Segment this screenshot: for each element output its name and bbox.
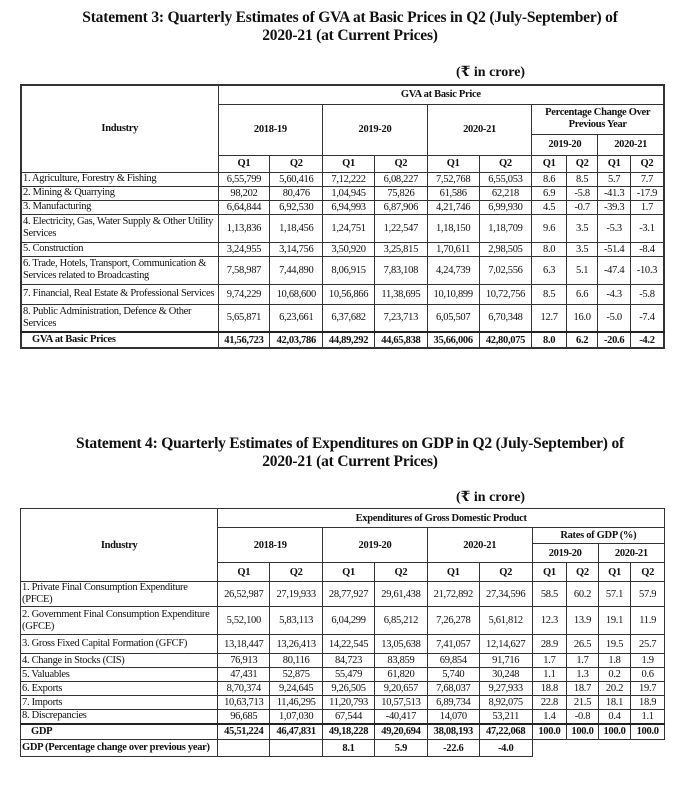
year-header: 2020-21 [427, 104, 532, 155]
table-cell: 7,23,713 [374, 304, 427, 332]
table-cell: -7.4 [630, 304, 664, 332]
table-cell: 11,38,695 [374, 284, 427, 304]
table-cell: 1.4 [532, 710, 567, 724]
table-cell: 1.8 [598, 654, 631, 668]
table-cell: -5.0 [598, 304, 631, 332]
table-cell: 13,26,413 [270, 635, 323, 654]
table-cell: 8.0 [532, 242, 567, 256]
statement4-title-line1: Statement 4: Quarterly Estimates of Expenditures on GDP in Q2 (July-September) of [76, 435, 624, 452]
quarter-header: Q2 [479, 563, 532, 582]
total-cell: 49,20,694 [374, 724, 427, 740]
table-cell: 1.9 [631, 654, 665, 668]
table-cell: 1,18,150 [427, 214, 479, 242]
table-cell: 3,25,815 [374, 242, 427, 256]
table-cell: -0.8 [567, 710, 599, 724]
table-cell: 27,34,596 [479, 582, 532, 607]
table-cell: 8,06,915 [323, 256, 375, 284]
pct-year-header: 2020-21 [598, 134, 664, 155]
table-cell: 5,740 [427, 668, 479, 682]
table-cell: 9,26,505 [323, 682, 375, 696]
table-cell: 1,13,836 [218, 214, 270, 242]
table-cell: 69,854 [427, 654, 479, 668]
quarter-header: Q1 [323, 155, 375, 172]
table-cell: 0.6 [631, 668, 665, 682]
row-label: 8. Discrepancies [21, 710, 218, 724]
total-cell: 49,18,228 [323, 724, 375, 740]
row-label: 6. Exports [21, 682, 218, 696]
row-label: 1. Agriculture, Forestry & Fishing [21, 172, 218, 186]
table-cell: 16.0 [566, 304, 597, 332]
table-cell: 1.3 [567, 668, 599, 682]
row-label: 5. Valuables [21, 668, 218, 682]
statement3-title [0, 9, 700, 45]
table-cell: 6.9 [532, 186, 567, 200]
table-row [21, 172, 664, 186]
table-cell: 10,68,600 [270, 284, 323, 304]
table-cell: 96,685 [218, 710, 270, 724]
statement4-table [20, 508, 665, 757]
total-cell: 47,22,068 [479, 724, 532, 740]
total-cell: 8.0 [532, 332, 567, 348]
pct-change-cell: 8.1 [323, 740, 375, 757]
table-row [21, 256, 664, 284]
quarter-header: Q1 [427, 155, 479, 172]
table-cell: -5.8 [630, 284, 664, 304]
table-cell: 1.1 [631, 710, 665, 724]
table-cell: 19.1 [598, 607, 631, 635]
table-cell: 7,41,057 [427, 635, 479, 654]
quarter-header: Q2 [566, 155, 597, 172]
pct-change-label: GDP (Percentage change over previous year) [21, 740, 218, 757]
empty-cell [598, 740, 631, 757]
table-cell: -17.9 [630, 186, 664, 200]
empty-cell [631, 740, 665, 757]
table-cell: 3.5 [566, 214, 597, 242]
table-cell: 18.7 [567, 682, 599, 696]
pct-group-header: Percentage Change Over Previous Year [532, 104, 664, 134]
table-cell: 53,211 [479, 710, 532, 724]
total-cell: 100.0 [567, 724, 599, 740]
table-cell: 3,24,955 [218, 242, 270, 256]
table-cell: 11,46,295 [270, 696, 323, 710]
table-cell: 7,26,278 [427, 607, 479, 635]
table-cell: 1,07,030 [270, 710, 323, 724]
table-cell: 1,18,709 [479, 214, 532, 242]
table-cell: 6,55,799 [218, 172, 270, 186]
table-cell: 9.6 [532, 214, 567, 242]
table-cell: 6,37,682 [323, 304, 375, 332]
table-cell: 1.1 [532, 668, 567, 682]
table-cell: 1,22,547 [374, 214, 427, 242]
table-cell: 6,64,844 [218, 200, 270, 214]
table-cell: -51.4 [598, 242, 631, 256]
table-cell: -5.8 [566, 186, 597, 200]
table-row [21, 682, 665, 696]
table-cell: 80,476 [270, 186, 323, 200]
table-cell: 8.6 [532, 172, 567, 186]
table-cell: 12.7 [532, 304, 567, 332]
table-cell: 7,02,556 [479, 256, 532, 284]
table-cell: 5.1 [566, 256, 597, 284]
table-cell: 47,431 [218, 668, 270, 682]
total-cell: 100.0 [598, 724, 631, 740]
statement3-title-line2: 2020-21 (at Current Prices) [262, 27, 438, 44]
row-label: 1. Private Final Consumption Expenditure (PFCE) [21, 582, 218, 607]
table-cell: 11,20,793 [323, 696, 375, 710]
table-cell: 6,08,227 [374, 172, 427, 186]
total-cell: 44,89,292 [323, 332, 375, 348]
table-cell: 1.7 [567, 654, 599, 668]
table-cell: 6,55,053 [479, 172, 532, 186]
year-header: 2019-20 [323, 104, 428, 155]
table-cell: 4.5 [532, 200, 567, 214]
table-cell: 5,61,812 [479, 607, 532, 635]
quarter-header: Q2 [374, 155, 427, 172]
statement4-unit: (₹ in crore) [456, 490, 526, 505]
table-cell: 7,58,987 [218, 256, 270, 284]
table-cell: 26,52,987 [218, 582, 270, 607]
table-cell: 6.6 [566, 284, 597, 304]
table-cell: 4,24,739 [427, 256, 479, 284]
table-cell: 14,22,545 [323, 635, 375, 654]
table-cell: 7,44,890 [270, 256, 323, 284]
table-cell: 1.7 [630, 200, 664, 214]
pct-year-header: 2019-20 [532, 544, 598, 563]
table-cell: -3.1 [630, 214, 664, 242]
quarter-header: Q2 [479, 155, 532, 172]
table-cell: 3.5 [566, 242, 597, 256]
table-cell: 13,05,638 [374, 635, 427, 654]
table-cell: 61,586 [427, 186, 479, 200]
empty-cell [532, 740, 567, 757]
table-cell: 61,820 [374, 668, 427, 682]
pct-change-cell: -4.0 [479, 740, 532, 757]
statement3-unit: (₹ in crore) [456, 65, 526, 80]
table-cell: 5,52,100 [218, 607, 270, 635]
table-cell: 10,63,713 [218, 696, 270, 710]
total-row [21, 724, 665, 740]
row-label: 8. Public Administration, Defence & Other Services [21, 304, 218, 332]
total-cell: 100.0 [631, 724, 665, 740]
total-cell: 44,65,838 [374, 332, 427, 348]
table-cell: 5,60,416 [270, 172, 323, 186]
table-row [21, 654, 665, 668]
table-cell: 8.5 [566, 172, 597, 186]
table-cell: 9,74,229 [218, 284, 270, 304]
table-cell: 12,14,627 [479, 635, 532, 654]
pct-change-cell: 5.9 [374, 740, 427, 757]
table-cell: 11.9 [631, 607, 665, 635]
empty-cell [567, 740, 599, 757]
table-cell: 76,913 [218, 654, 270, 668]
row-label: 2. Government Final Consumption Expenditure (GFCE) [21, 607, 218, 635]
row-label: 2. Mining & Quarrying [21, 186, 218, 200]
group-header: Expenditures of Gross Domestic Product [218, 509, 665, 528]
table-cell: 6.3 [532, 256, 567, 284]
total-cell: -20.6 [598, 332, 631, 348]
table-cell: 7,83,108 [374, 256, 427, 284]
table-cell: -8.4 [630, 242, 664, 256]
table-cell: 98,202 [218, 186, 270, 200]
table-row [21, 304, 664, 332]
year-header: 2018-19 [218, 528, 323, 563]
quarter-header: Q2 [630, 155, 664, 172]
table-cell: 18.1 [598, 696, 631, 710]
table-cell: 21.5 [567, 696, 599, 710]
table-cell: -0.7 [566, 200, 597, 214]
table-cell: 1,70,611 [427, 242, 479, 256]
table-cell: 10,72,756 [479, 284, 532, 304]
table-cell: 57.1 [598, 582, 631, 607]
quarter-header: Q1 [323, 563, 375, 582]
quarter-header: Q2 [374, 563, 427, 582]
pct-group-header: Rates of GDP (%) [532, 528, 664, 544]
table-cell: 75,826 [374, 186, 427, 200]
table-cell: 6,04,299 [323, 607, 375, 635]
quarter-header: Q1 [598, 563, 631, 582]
table-cell: 13,18,447 [218, 635, 270, 654]
table-cell: 19.7 [631, 682, 665, 696]
table-cell: 8,92,075 [479, 696, 532, 710]
quarter-header: Q1 [427, 563, 479, 582]
total-cell: 6.2 [566, 332, 597, 348]
pct-change-cell: -22.6 [427, 740, 479, 757]
table-cell: 18.8 [532, 682, 567, 696]
table-cell: 3,50,920 [323, 242, 375, 256]
table-cell: 27,19,933 [270, 582, 323, 607]
table-cell: 58.5 [532, 582, 567, 607]
table-row [21, 635, 665, 654]
total-label: GVA at Basic Prices [21, 332, 218, 348]
table-cell: 5,65,871 [218, 304, 270, 332]
table-cell: 10,10,899 [427, 284, 479, 304]
table-cell: 7,68,037 [427, 682, 479, 696]
table-cell: 60.2 [567, 582, 599, 607]
row-label: 3. Manufacturing [21, 200, 218, 214]
row-label: 4. Change in Stocks (CIS) [21, 654, 218, 668]
table-row [21, 242, 664, 256]
table-row [21, 607, 665, 635]
table-cell: 6,23,661 [270, 304, 323, 332]
table-cell: 6,70,348 [479, 304, 532, 332]
table-row [21, 214, 664, 242]
table-cell: 28.9 [532, 635, 567, 654]
pct-year-header: 2019-20 [532, 134, 598, 155]
quarter-header: Q1 [218, 155, 270, 172]
table-cell: 67,544 [323, 710, 375, 724]
table-cell: 1.7 [532, 654, 567, 668]
total-cell: 45,51,224 [218, 724, 270, 740]
table-cell: 7,12,222 [323, 172, 375, 186]
table-cell: -47.4 [598, 256, 631, 284]
total-cell: 46,47,831 [270, 724, 323, 740]
pct-year-header: 2020-21 [598, 544, 664, 563]
industry-header: Industry [21, 85, 218, 172]
total-row [21, 332, 664, 348]
gdp-pct-change-row [21, 740, 665, 757]
quarter-header: Q2 [270, 155, 323, 172]
table-row [21, 710, 665, 724]
table-cell: 6,94,993 [323, 200, 375, 214]
table-cell: 52,875 [270, 668, 323, 682]
statement4-title [0, 435, 700, 471]
table-cell: 9,24,645 [270, 682, 323, 696]
quarter-header: Q2 [567, 563, 599, 582]
table-row [21, 284, 664, 304]
table-cell: 21,72,892 [427, 582, 479, 607]
table-cell: 22.8 [532, 696, 567, 710]
quarter-header: Q1 [598, 155, 631, 172]
total-cell: 38,08,193 [427, 724, 479, 740]
table-row [21, 186, 664, 200]
table-cell: 83,859 [374, 654, 427, 668]
industry-header: Industry [21, 509, 218, 582]
total-cell: 42,03,786 [270, 332, 323, 348]
quarter-header: Q1 [532, 155, 567, 172]
table-cell: 0.2 [598, 668, 631, 682]
year-header: 2018-19 [218, 104, 323, 155]
table-cell: 29,61,438 [374, 582, 427, 607]
row-label: 7. Financial, Real Estate & Professional Services [21, 284, 218, 304]
table-cell: -4.3 [598, 284, 631, 304]
quarter-header: Q1 [532, 563, 567, 582]
table-row [21, 200, 664, 214]
table-cell: -39.3 [598, 200, 631, 214]
table-cell: 8.5 [532, 284, 567, 304]
row-label: 4. Electricity, Gas, Water Supply & Other Utility Services [21, 214, 218, 242]
table-cell: 57.9 [631, 582, 665, 607]
table-cell: 7.7 [630, 172, 664, 186]
table-cell: 10,57,513 [374, 696, 427, 710]
group-header: GVA at Basic Price [218, 85, 664, 104]
table-cell: 0.4 [598, 710, 631, 724]
row-label: 7. Imports [21, 696, 218, 710]
table-cell: 1,04,945 [323, 186, 375, 200]
total-cell: 41,56,723 [218, 332, 270, 348]
table-cell: 19.5 [598, 635, 631, 654]
table-cell: 55,479 [323, 668, 375, 682]
table-row [21, 582, 665, 607]
quarter-header: Q2 [270, 563, 323, 582]
table-cell: 62,218 [479, 186, 532, 200]
table-cell: 6,99,930 [479, 200, 532, 214]
table-cell: 1,18,456 [270, 214, 323, 242]
statement3-body [21, 172, 664, 348]
year-header: 2020-21 [427, 528, 532, 563]
table-cell: 80,116 [270, 654, 323, 668]
year-header: 2019-20 [323, 528, 428, 563]
total-cell: 42,80,075 [479, 332, 532, 348]
table-cell: 25.7 [631, 635, 665, 654]
table-cell: -5.3 [598, 214, 631, 242]
table-cell: 5,83,113 [270, 607, 323, 635]
table-cell: 6,87,906 [374, 200, 427, 214]
table-cell: 6,85,212 [374, 607, 427, 635]
table-cell: 28,77,927 [323, 582, 375, 607]
table-cell: -40,417 [374, 710, 427, 724]
table-cell: 30,248 [479, 668, 532, 682]
table-cell: 26.5 [567, 635, 599, 654]
table-row [21, 668, 665, 682]
table-cell: 13.9 [567, 607, 599, 635]
table-cell: -41.3 [598, 186, 631, 200]
table-cell: 12.3 [532, 607, 567, 635]
table-cell: 14,070 [427, 710, 479, 724]
total-cell: 35,66,006 [427, 332, 479, 348]
table-cell: 18.9 [631, 696, 665, 710]
table-cell: 8,70,374 [218, 682, 270, 696]
statement3-table [20, 84, 665, 349]
table-cell: 10,56,866 [323, 284, 375, 304]
table-cell: 5.7 [598, 172, 631, 186]
table-cell: 9,27,933 [479, 682, 532, 696]
table-cell: 7,52,768 [427, 172, 479, 186]
table-cell: 20.2 [598, 682, 631, 696]
table-cell: 6,92,530 [270, 200, 323, 214]
table-cell: 6,89,734 [427, 696, 479, 710]
total-cell: -4.2 [630, 332, 664, 348]
quarter-header: Q1 [218, 563, 270, 582]
table-cell: 9,20,657 [374, 682, 427, 696]
pct-change-cell [270, 740, 323, 757]
table-cell: 91,716 [479, 654, 532, 668]
table-cell: -10.3 [630, 256, 664, 284]
table-cell: 4,21,746 [427, 200, 479, 214]
table-cell: 2,98,505 [479, 242, 532, 256]
row-label: 3. Gross Fixed Capital Formation (GFCF) [21, 635, 218, 654]
quarter-header: Q2 [631, 563, 665, 582]
table-cell: 84,723 [323, 654, 375, 668]
table-cell: 6,05,507 [427, 304, 479, 332]
total-label: GDP [21, 724, 218, 740]
row-label: 6. Trade, Hotels, Transport, Communication & Services related to Broadcasting [21, 256, 218, 284]
row-label: 5. Construction [21, 242, 218, 256]
table-cell: 1,24,751 [323, 214, 375, 242]
total-cell: 100.0 [532, 724, 567, 740]
statement4-title-line2: 2020-21 (at Current Prices) [262, 453, 438, 470]
statement4-body [21, 582, 665, 757]
statement3-title-line1: Statement 3: Quarterly Estimates of GVA at Basic Prices in Q2 (July-September) of [82, 9, 618, 26]
pct-change-cell [218, 740, 270, 757]
table-cell: 3,14,756 [270, 242, 323, 256]
table-row [21, 696, 665, 710]
